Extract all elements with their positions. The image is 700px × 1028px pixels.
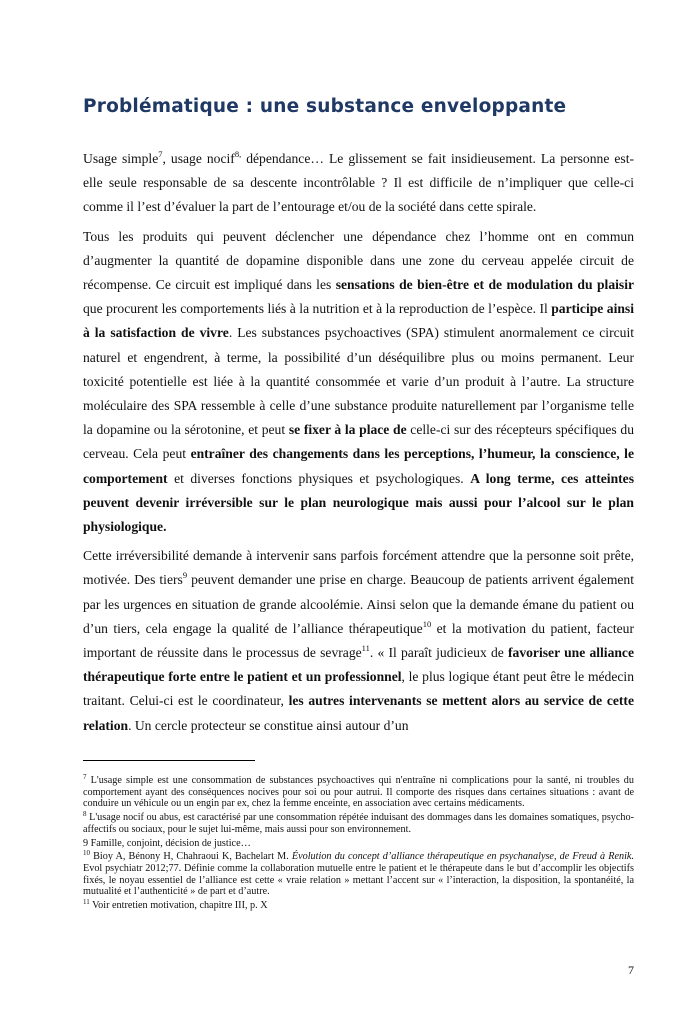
- body-text: [83, 147, 634, 743]
- emphasis-alliance: favoriser une alliance thérapeutique forte entre le patient et un professionnel: [83, 645, 634, 685]
- footnote-8: $^8$ L'usage nocif ou abus, est caractérisé par une consommation répétée induisant des dommages dans les domaines somatiques, psycho-affectifs ou sociaux, pour le sujet lui-même, mais aussi pour son environnement.: [83, 810, 634, 835]
- emphasis-satisfaction: participe ainsi à la satisfaction de vivre: [83, 301, 634, 341]
- footnote-separator: [83, 760, 255, 761]
- cited-title: Évolution du concept d’alliance thérapeutique en psychanalyse, de Freud à Renik.: [291, 851, 634, 863]
- emphasis-long-terme: A long terme, ces atteintes peuvent devenir irréversible sur le plan neurologique mais aussi pour l’alcool sur le plan physiologique.: [83, 470, 634, 535]
- paragraph-irreversibilite: Cette irréversibilité demande à intervenir sans parfois forcément attendre que la personne soit prête, motivée. Des tiers$^9$ peuvent demander une prise en charge. Beaucoup de patients arrivent également par les urgences en situation de grande alcoolémie. Ainsi selon que la demande émane du patient ou d’un tiers, cela engage la qualité de l’alliance thérapeutique$^{10}$ et la motivation du patient, facteur important de réussite dans le processus de sevrage$^{11}$. « Il paraît judicieux de favoriser une alliance thérapeutique forte entre le patient et un professionnel, le plus logique étant peut être le médecin traitant. Celui-ci est le coordinateur, les autres intervenants se mettent alors au service de cette relation. Un cercle protecteur se constitue ainsi autour d’un: [83, 548, 635, 733]
- paragraph-dopamine: Tous les produits qui peuvent déclencher une dépendance chez l’homme ont en commun d’augmenter la quantité de dopamine disponible dans une zone du cerveau appelée circuit de récompense. Ce circuit est impliqué dans les sensations de bien-être et de modulation du plaisir que procurent les comportements liés à la nutrition et à la reproduction de l’espèce. Il participe ainsi à la satisfaction de vivre. Les substances psychoactives (SPA) stimulent anormalement ce circuit naturel et engendrent, à terme, la possibilité d’un déséquilibre plus ou moins permanent. Leur toxicité potentielle est liée à la quantité consommée et varie d’un produit à l’autre. La structure moléculaire des SPA ressemble à celle d’une substance produite naturellement par l’organisme telle la dopamine ou la sérotonine, et peut se fixer à la place de celle-ci sur des récepteurs spécifiques du cerveau. Cela peut entraîner des changements dans les perceptions, l’humeur, la conscience, le comportement et diverses fonctions physiques et psychologiques. A long terme, ces atteintes peuvent devenir irréversible sur le plan neurologique mais aussi pour l’alcool sur le plan physiologique.: [83, 228, 634, 535]
- footnote-11: $^{11}$ Voir entretien motivation, chapitre III, p. X: [83, 898, 268, 912]
- footnotes: [83, 775, 634, 914]
- page-number: 7: [628, 963, 634, 977]
- footnote-ref-7[interactable]: 7: [158, 149, 163, 159]
- footnote-ref-11[interactable]: 11: [361, 643, 370, 654]
- emphasis-changements: entraîner des changements dans les perceptions, l’humeur, la conscience, le comportement: [83, 446, 634, 486]
- emphasis-intervenants: les autres intervenants se mettent alors au service de cette relation: [83, 693, 634, 733]
- footnote-9: 9 Famille, conjoint, décision de justice…: [83, 837, 251, 849]
- footnote-ref-10[interactable]: 10: [422, 618, 432, 629]
- footnote-7: $^7$ L'usage simple est une consommation de substances psychoactives qui n'entraîne ni complications pour la santé, ni troubles du comportement ayant des conséquences nocives pour soi ou pour autrui. Il comporte des risques dans certaines situations : avant de conduire un véhicule ou un engin par ex, chez la femme enceinte, en association avec certains médicaments.: [83, 773, 634, 810]
- footnote-10: $^{10}$ Bioy A, Bénony H, Chahraoui K, Bachelart M. Évolution du concept d’alliance thérapeutique en psychanalyse, de Freud à Renik. Evol psychiatr 2012;77. Définie comme la collaboration mutuelle entre le patient et le thérapeute dans le but d’accomplir les objectifs fixés, le noyau essentiel de l’alliance est cette « vraie relation » mettant l’accent sur « l’interaction, la disposition, la spontanéité, la mutualité et l’authenticité » de part et d’autre.: [83, 849, 634, 898]
- emphasis-fixer: se fixer à la place de: [288, 422, 407, 438]
- emphasis-bien-etre: sensations de bien-être et de modulation du plaisir: [335, 277, 634, 293]
- footnote-ref-8[interactable]: 8,: [234, 149, 242, 159]
- footnote-ref-9[interactable]: 9: [182, 570, 188, 581]
- paragraph-usage: Usage simple$^7$, usage nocif$^{8,}$ dépendance… Le glissement se fait insidieusement. La personne est-elle seule responsable de sa descente incontrôlable ? Il est difficile de n’impliquer que celle-ci comme il l’est d’évaluer la part de l’entourage et/ou de la société dans cette spirale.: [83, 149, 635, 215]
- section-heading: Problématique : une substance enveloppante: [83, 96, 567, 117]
